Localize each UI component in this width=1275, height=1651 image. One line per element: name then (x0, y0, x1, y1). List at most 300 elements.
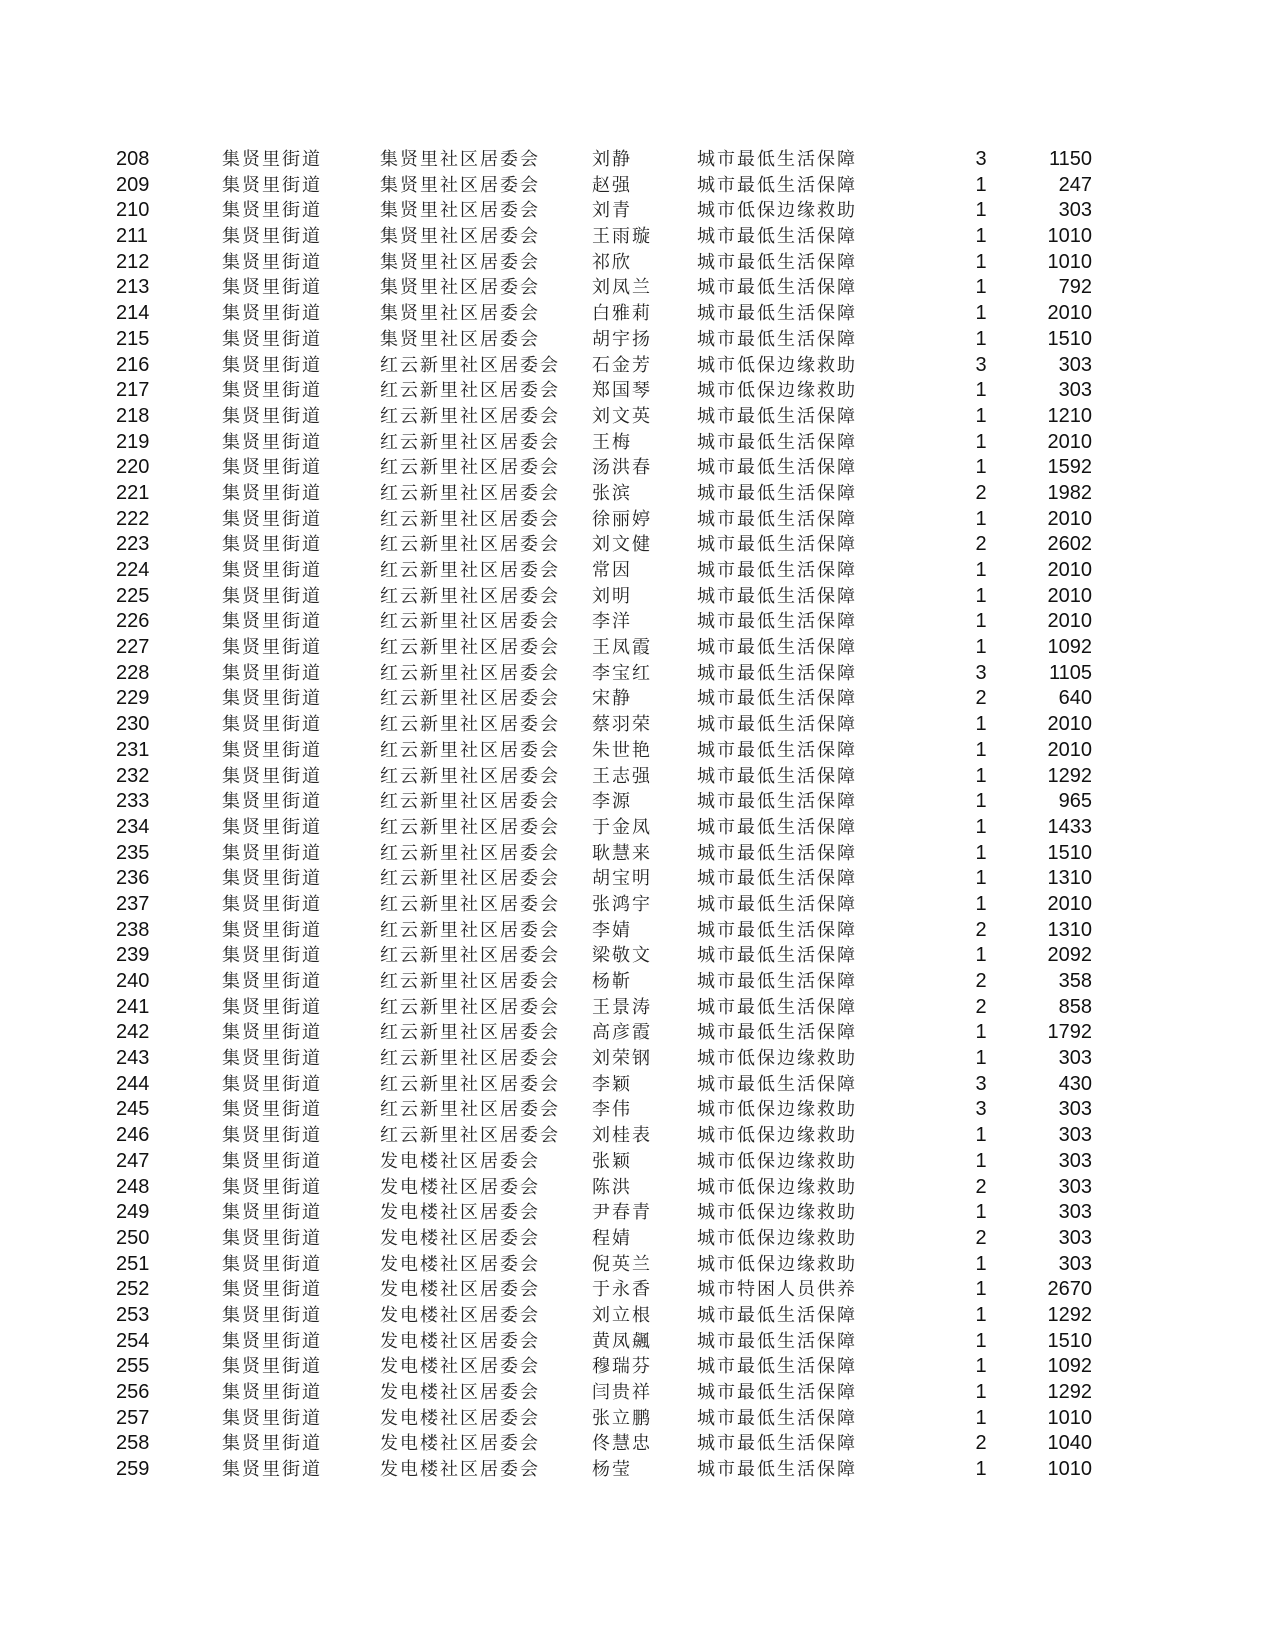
community-committee: 发电楼社区居委会 (380, 1407, 540, 1429)
community-committee: 红云新里社区居委会 (380, 405, 560, 427)
assistance-amount: 640 (1058, 687, 1092, 710)
street-name: 集贤里街道 (222, 457, 322, 479)
street-name: 集贤里街道 (222, 405, 322, 427)
assistance-amount: 2010 (1047, 430, 1092, 453)
community-committee: 红云新里社区居委会 (380, 1048, 560, 1070)
community-committee: 红云新里社区居委会 (380, 1125, 560, 1147)
household-count: 1 (975, 610, 987, 633)
table-row (0, 1226, 1275, 1252)
household-count: 1 (975, 507, 987, 530)
household-count: 1 (975, 1381, 987, 1403)
row-number: 212 (116, 250, 150, 273)
community-committee: 发电楼社区居委会 (380, 1253, 540, 1275)
assistance-amount: 1310 (1047, 867, 1092, 890)
row-number: 239 (116, 944, 150, 967)
assistance-type: 城市最低生活保障 (697, 1356, 857, 1378)
street-name: 集贤里街道 (222, 431, 322, 453)
household-count: 1 (975, 173, 987, 196)
recipient-name: 闫贵祥 (592, 1382, 652, 1403)
street-name: 集贤里街道 (222, 251, 322, 273)
row-number: 210 (116, 199, 150, 222)
street-name: 集贤里街道 (222, 354, 322, 376)
recipient-name: 李宝红 (592, 662, 652, 684)
recipient-name: 梁敬文 (592, 945, 652, 967)
row-number: 229 (116, 687, 150, 710)
row-number: 259 (116, 1458, 150, 1481)
assistance-amount: 358 (1058, 970, 1092, 992)
household-count: 1 (975, 276, 987, 299)
row-number: 249 (116, 1201, 150, 1224)
assistance-type: 城市最低生活保障 (697, 1304, 857, 1326)
recipient-name: 常因 (592, 560, 632, 581)
street-name: 集贤里街道 (222, 200, 322, 222)
row-number: 221 (116, 481, 150, 504)
row-number: 250 (116, 1226, 150, 1249)
community-committee: 红云新里社区居委会 (380, 354, 560, 376)
table-row (0, 1329, 1275, 1355)
assistance-type: 城市最低生活保障 (697, 637, 857, 659)
recipient-name: 赵强 (592, 174, 632, 196)
street-name: 集贤里街道 (222, 1356, 322, 1378)
assistance-type: 城市最低生活保障 (697, 277, 857, 299)
community-committee: 红云新里社区居委会 (380, 688, 560, 710)
table-row (0, 1431, 1275, 1457)
assistance-amount: 2602 (1047, 533, 1092, 556)
household-count: 1 (975, 1303, 987, 1326)
recipient-name: 王凤霞 (592, 637, 652, 659)
community-committee: 集贤里社区居委会 (380, 251, 540, 273)
table-row (0, 609, 1275, 635)
recipient-name: 于永香 (592, 1279, 652, 1301)
table-row (0, 1046, 1275, 1072)
community-committee: 红云新里社区居委会 (380, 482, 560, 504)
row-number: 237 (116, 892, 150, 915)
table-row (0, 1457, 1275, 1483)
assistance-amount: 1092 (1047, 636, 1092, 659)
household-count: 1 (975, 379, 987, 402)
recipient-name: 王志强 (592, 765, 652, 787)
community-committee: 红云新里社区居委会 (380, 560, 560, 581)
assistance-type: 城市最低生活保障 (697, 508, 857, 530)
assistance-type: 城市最低生活保障 (697, 174, 857, 196)
recipient-name: 宋静 (592, 688, 632, 710)
household-count: 2 (975, 1432, 987, 1455)
assistance-type: 城市最低生活保障 (697, 791, 857, 813)
assistance-amount: 1040 (1047, 1432, 1092, 1455)
recipient-name: 王雨璇 (592, 226, 652, 248)
community-committee: 红云新里社区居委会 (380, 945, 560, 967)
street-name: 集贤里街道 (222, 1073, 322, 1095)
assistance-type: 城市最低生活保障 (697, 431, 857, 453)
recipient-name: 王梅 (592, 431, 632, 453)
recipient-name: 刘桂表 (592, 1125, 652, 1147)
table-row (0, 1123, 1275, 1149)
table-row (0, 275, 1275, 301)
assistance-amount: 1433 (1047, 815, 1092, 838)
table-row (0, 1097, 1275, 1123)
assistance-type: 城市最低生活保障 (697, 688, 857, 710)
household-count: 2 (975, 1226, 987, 1249)
row-number: 256 (116, 1381, 150, 1403)
recipient-name: 程婧 (592, 1227, 632, 1249)
recipient-name: 朱世艳 (592, 739, 652, 761)
assistance-amount: 858 (1058, 995, 1092, 1018)
table-row (0, 430, 1275, 456)
assistance-amount: 303 (1058, 353, 1092, 376)
community-committee: 红云新里社区居委会 (380, 662, 560, 684)
table-row (0, 969, 1275, 995)
assistance-type: 城市低保边缘救助 (697, 1150, 857, 1172)
household-count: 1 (975, 1278, 987, 1301)
community-committee: 红云新里社区居委会 (380, 380, 560, 402)
community-committee: 红云新里社区居委会 (380, 585, 560, 607)
assistance-type: 城市低保边缘救助 (697, 1125, 857, 1147)
benefit-recipients-table (0, 147, 1275, 1483)
household-count: 1 (975, 1124, 987, 1147)
street-name: 集贤里街道 (222, 868, 322, 890)
household-count: 1 (975, 738, 987, 761)
household-count: 1 (975, 404, 987, 427)
assistance-type: 城市低保边缘救助 (697, 1176, 857, 1198)
table-row (0, 327, 1275, 353)
assistance-amount: 2010 (1047, 584, 1092, 607)
table-row (0, 1072, 1275, 1098)
table-row (0, 507, 1275, 533)
street-name: 集贤里街道 (222, 226, 322, 248)
street-name: 集贤里街道 (222, 303, 322, 325)
household-count: 2 (975, 687, 987, 710)
row-number: 232 (116, 764, 150, 787)
recipient-name: 李源 (592, 791, 632, 813)
household-count: 3 (975, 661, 987, 684)
table-row (0, 661, 1275, 687)
assistance-amount: 303 (1058, 1201, 1092, 1224)
assistance-amount: 1292 (1047, 1381, 1092, 1403)
assistance-amount: 1010 (1047, 225, 1092, 248)
community-committee: 集贤里社区居委会 (380, 149, 540, 170)
assistance-amount: 965 (1058, 790, 1092, 813)
assistance-amount: 303 (1058, 199, 1092, 222)
household-count: 1 (975, 841, 987, 864)
assistance-type: 城市最低生活保障 (697, 765, 857, 787)
household-count: 1 (975, 430, 987, 453)
recipient-name: 刘立根 (592, 1304, 652, 1326)
street-name: 集贤里街道 (222, 739, 322, 761)
assistance-amount: 2010 (1047, 302, 1092, 325)
street-name: 集贤里街道 (222, 482, 322, 504)
community-committee: 红云新里社区居委会 (380, 919, 560, 941)
household-count: 1 (975, 1149, 987, 1172)
street-name: 集贤里街道 (222, 996, 322, 1018)
assistance-amount: 2010 (1047, 507, 1092, 530)
row-number: 251 (116, 1252, 150, 1275)
table-row (0, 1252, 1275, 1278)
recipient-name: 刘荣钢 (592, 1048, 652, 1070)
table-row (0, 1020, 1275, 1046)
assistance-type: 城市最低生活保障 (697, 1382, 857, 1403)
street-name: 集贤里街道 (222, 1279, 322, 1301)
assistance-type: 城市最低生活保障 (697, 482, 857, 504)
table-row (0, 378, 1275, 404)
street-name: 集贤里街道 (222, 1304, 322, 1326)
community-committee: 红云新里社区居委会 (380, 714, 560, 736)
assistance-type: 城市最低生活保障 (697, 1459, 857, 1481)
community-committee: 发电楼社区居委会 (380, 1176, 540, 1198)
street-name: 集贤里街道 (222, 765, 322, 787)
community-committee: 红云新里社区居委会 (380, 611, 560, 633)
table-row (0, 1303, 1275, 1329)
table-row (0, 1277, 1275, 1303)
household-count: 1 (975, 1329, 987, 1352)
community-committee: 红云新里社区居委会 (380, 971, 560, 992)
household-count: 3 (975, 1072, 987, 1095)
table-row (0, 943, 1275, 969)
assistance-amount: 2010 (1047, 738, 1092, 761)
assistance-type: 城市最低生活保障 (697, 919, 857, 941)
street-name: 集贤里街道 (222, 688, 322, 710)
recipient-name: 张立鹏 (592, 1407, 652, 1429)
row-number: 245 (116, 1098, 150, 1121)
assistance-amount: 1010 (1047, 250, 1092, 273)
table-row (0, 1354, 1275, 1380)
assistance-amount: 1510 (1047, 327, 1092, 350)
street-name: 集贤里街道 (222, 1253, 322, 1275)
assistance-amount: 2010 (1047, 559, 1092, 581)
row-number: 214 (116, 302, 150, 325)
street-name: 集贤里街道 (222, 534, 322, 556)
table-row (0, 866, 1275, 892)
household-count: 3 (975, 1098, 987, 1121)
assistance-amount: 1092 (1047, 1355, 1092, 1378)
assistance-type: 城市最低生活保障 (697, 251, 857, 273)
table-row (0, 789, 1275, 815)
street-name: 集贤里街道 (222, 174, 322, 196)
row-number: 216 (116, 353, 150, 376)
row-number: 222 (116, 507, 150, 530)
street-name: 集贤里街道 (222, 1125, 322, 1147)
assistance-type: 城市低保边缘救助 (697, 1202, 857, 1224)
household-count: 1 (975, 944, 987, 967)
recipient-name: 蔡羽荣 (592, 714, 652, 736)
street-name: 集贤里街道 (222, 508, 322, 530)
assistance-type: 城市最低生活保障 (697, 971, 857, 992)
community-committee: 集贤里社区居委会 (380, 328, 540, 350)
recipient-name: 高彦霞 (592, 1022, 652, 1044)
assistance-amount: 1150 (1048, 148, 1092, 170)
community-committee: 红云新里社区居委会 (380, 1099, 560, 1121)
assistance-amount: 1010 (1047, 1458, 1092, 1481)
assistance-type: 城市低保边缘救助 (697, 1099, 857, 1121)
household-count: 1 (975, 456, 987, 479)
row-number: 211 (116, 225, 148, 248)
assistance-type: 城市低保边缘救助 (697, 200, 857, 222)
recipient-name: 李洋 (592, 611, 632, 633)
community-committee: 红云新里社区居委会 (380, 637, 560, 659)
row-number: 231 (116, 738, 150, 761)
household-count: 3 (975, 148, 987, 170)
community-committee: 红云新里社区居委会 (380, 893, 560, 915)
assistance-amount: 1792 (1047, 1021, 1092, 1044)
household-count: 2 (975, 481, 987, 504)
recipient-name: 黄凤飆 (592, 1330, 652, 1352)
household-count: 1 (975, 636, 987, 659)
assistance-type: 城市最低生活保障 (697, 1433, 857, 1455)
recipient-name: 李颖 (592, 1073, 632, 1095)
assistance-type: 城市最低生活保障 (697, 405, 857, 427)
community-committee: 发电楼社区居委会 (380, 1202, 540, 1224)
street-name: 集贤里街道 (222, 585, 322, 607)
community-committee: 红云新里社区居委会 (380, 816, 560, 838)
table-row (0, 1149, 1275, 1175)
street-name: 集贤里街道 (222, 945, 322, 967)
community-committee: 红云新里社区居委会 (380, 457, 560, 479)
street-name: 集贤里街道 (222, 1048, 322, 1070)
row-number: 228 (116, 661, 150, 684)
recipient-name: 汤洪春 (592, 457, 652, 479)
recipient-name: 刘明 (592, 585, 632, 607)
row-number: 225 (116, 584, 150, 607)
street-name: 集贤里街道 (222, 893, 322, 915)
row-number: 255 (116, 1355, 150, 1378)
table-row (0, 301, 1275, 327)
street-name: 集贤里街道 (222, 662, 322, 684)
assistance-type: 城市最低生活保障 (697, 1407, 857, 1429)
assistance-amount: 247 (1058, 173, 1092, 196)
recipient-name: 白雅莉 (592, 303, 652, 325)
community-committee: 发电楼社区居委会 (380, 1304, 540, 1326)
assistance-amount: 1292 (1047, 764, 1092, 787)
table-row (0, 173, 1275, 199)
assistance-amount: 1510 (1047, 1329, 1092, 1352)
assistance-amount: 1310 (1047, 918, 1092, 941)
assistance-amount: 2092 (1047, 944, 1092, 967)
household-count: 1 (975, 327, 987, 350)
recipient-name: 陈洪 (592, 1176, 632, 1198)
row-number: 252 (116, 1278, 150, 1301)
table-row (0, 250, 1275, 276)
street-name: 集贤里街道 (222, 380, 322, 402)
assistance-amount: 303 (1058, 1226, 1092, 1249)
household-count: 1 (975, 713, 987, 736)
recipient-name: 胡宇扬 (592, 328, 652, 350)
assistance-amount: 2010 (1047, 713, 1092, 736)
community-committee: 集贤里社区居委会 (380, 226, 540, 248)
community-committee: 红云新里社区居委会 (380, 765, 560, 787)
community-committee: 发电楼社区居委会 (380, 1356, 540, 1378)
table-row (0, 481, 1275, 507)
row-number: 213 (116, 276, 150, 299)
row-number: 244 (116, 1072, 150, 1095)
table-row (0, 686, 1275, 712)
community-committee: 红云新里社区居委会 (380, 996, 560, 1018)
row-number: 219 (116, 430, 150, 453)
street-name: 集贤里街道 (222, 277, 322, 299)
assistance-type: 城市最低生活保障 (697, 1073, 857, 1095)
recipient-name: 刘静 (592, 149, 632, 170)
assistance-type: 城市最低生活保障 (697, 534, 857, 556)
assistance-amount: 303 (1058, 1175, 1092, 1198)
assistance-type: 城市低保边缘救助 (697, 1048, 857, 1070)
street-name: 集贤里街道 (222, 149, 322, 170)
community-committee: 红云新里社区居委会 (380, 739, 560, 761)
household-count: 1 (975, 1047, 987, 1070)
household-count: 1 (975, 199, 987, 222)
household-count: 2 (975, 1175, 987, 1198)
community-committee: 发电楼社区居委会 (380, 1227, 540, 1249)
recipient-name: 于金凤 (592, 816, 652, 838)
row-number: 218 (116, 404, 150, 427)
recipient-name: 穆瑞芬 (592, 1356, 652, 1378)
table-row (0, 353, 1275, 379)
community-committee: 发电楼社区居委会 (380, 1433, 540, 1455)
household-count: 1 (975, 1355, 987, 1378)
community-committee: 集贤里社区居委会 (380, 200, 540, 222)
assistance-amount: 303 (1058, 379, 1092, 402)
recipient-name: 李婧 (592, 919, 632, 941)
row-number: 215 (116, 327, 150, 350)
community-committee: 红云新里社区居委会 (380, 791, 560, 813)
household-count: 2 (975, 970, 987, 992)
household-count: 1 (975, 302, 987, 325)
row-number: 220 (116, 456, 150, 479)
household-count: 2 (975, 533, 987, 556)
row-number: 248 (116, 1175, 150, 1198)
assistance-type: 城市最低生活保障 (697, 226, 857, 248)
street-name: 集贤里街道 (222, 1459, 322, 1481)
row-number: 230 (116, 713, 150, 736)
street-name: 集贤里街道 (222, 971, 322, 992)
household-count: 1 (975, 1252, 987, 1275)
assistance-amount: 303 (1058, 1047, 1092, 1070)
table-row (0, 1200, 1275, 1226)
community-committee: 发电楼社区居委会 (380, 1330, 540, 1352)
assistance-type: 城市最低生活保障 (697, 328, 857, 350)
household-count: 1 (975, 790, 987, 813)
household-count: 1 (975, 1021, 987, 1044)
community-committee: 红云新里社区居委会 (380, 868, 560, 890)
community-committee: 集贤里社区居委会 (380, 303, 540, 325)
table-row (0, 1406, 1275, 1432)
row-number: 243 (116, 1047, 150, 1070)
assistance-type: 城市最低生活保障 (697, 842, 857, 864)
row-number: 208 (116, 148, 150, 170)
recipient-name: 张颖 (592, 1150, 632, 1172)
household-count: 1 (975, 584, 987, 607)
table-row (0, 738, 1275, 764)
recipient-name: 徐丽婷 (592, 508, 652, 530)
row-number: 234 (116, 815, 150, 838)
assistance-amount: 1510 (1047, 841, 1092, 864)
row-number: 247 (116, 1149, 150, 1172)
assistance-type: 城市最低生活保障 (697, 816, 857, 838)
recipient-name: 刘青 (592, 200, 632, 222)
assistance-type: 城市最低生活保障 (697, 585, 857, 607)
community-committee: 发电楼社区居委会 (380, 1279, 540, 1301)
row-number: 236 (116, 867, 150, 890)
household-count: 3 (975, 353, 987, 376)
street-name: 集贤里街道 (222, 842, 322, 864)
household-count: 1 (975, 764, 987, 787)
assistance-amount: 1210 (1047, 404, 1092, 427)
recipient-name: 王景涛 (592, 996, 652, 1018)
assistance-amount: 303 (1058, 1252, 1092, 1275)
assistance-amount: 2670 (1047, 1278, 1092, 1301)
assistance-amount: 303 (1058, 1124, 1092, 1147)
community-committee: 红云新里社区居委会 (380, 1022, 560, 1044)
row-number: 242 (116, 1021, 150, 1044)
household-count: 2 (975, 918, 987, 941)
street-name: 集贤里街道 (222, 1433, 322, 1455)
